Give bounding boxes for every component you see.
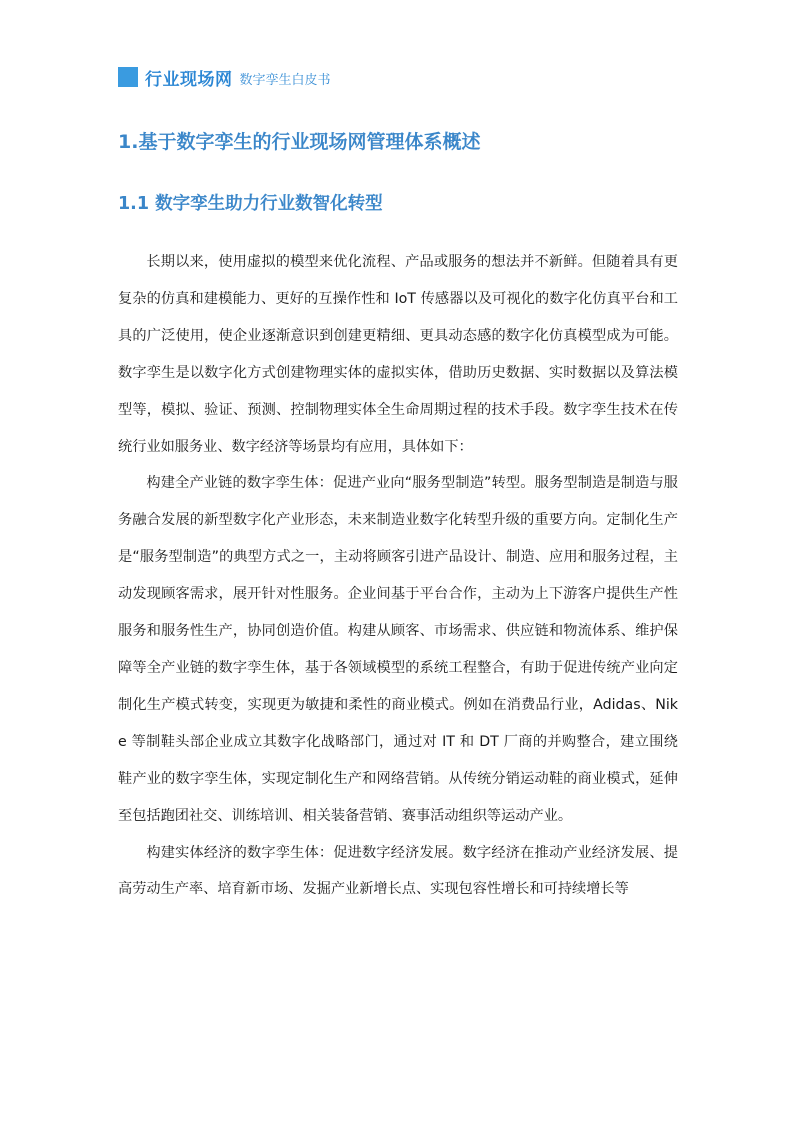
page-header: [118, 66, 331, 88]
subsection-title: 1.1 数字孪生助力行业数智化转型: [118, 194, 383, 214]
paragraph-intro: 长期以来，使用虚拟的模型来优化流程、产品或服务的想法并不新鲜。但随着具有更复杂的仿真和建模能力、更好的互操作性和 IoT 传感器以及可视化的数字化仿真平台和工具的广泛使用，使企业逐渐意识到创建更精细、更具动态感的数字化仿真模型成为可能。数字孪生是以数字化方式创建物理实体的虚拟实体，借助历史数据、实时数据以及算法模型等，模拟、验证、预测、控制物理实体全生命周期过程的技术手段。数字孪生技术在传统行业如服务业、数字经济等场景均有应用，具体如下：: [118, 254, 678, 455]
document-subtitle: 数字孪生白皮书: [239, 72, 331, 88]
brand-name: 行业现场网: [145, 69, 233, 90]
body-text: [118, 244, 678, 908]
paragraph-real-economy: 构建实体经济的数字孪生体：促进数字经济发展。数字经济在推动产业经济发展、提高劳动生产率、培育新市场、发掘产业新增长点、实现包容性增长和可持续增长等: [118, 844, 678, 898]
brand-logo-square: [118, 67, 138, 87]
paragraph-full-industry-chain: 构建全产业链的数字孪生体：促进产业向“服务型制造”转型。服务型制造是制造与服务融合发展的新型数字化产业形态，未来制造业数字化转型升级的重要方向。定制化生产是“服务型制造”的典型方式之一，主动将顾客引进产品设计、制造、应用和服务过程，主动发现顾客需求，展开针对性服务。企业间基于平台合作，主动为上下游客户提供生产性服务和服务性生产，协同创造价值。构建从顾客、市场需求、供应链和物流体系、维护保障等全产业链的数字孪生体，基于各领域模型的系统工程整合，有助于促进传统产业向定制化生产模式转变，实现更为敏捷和柔性的商业模式。例如在消费品行业，Adidas、Nike 等制鞋头部企业成立其数字化战略部门，通过对 IT 和 DT 厂商的并购整合，建立围绕鞋产业的数字孪生体，实现定制化生产和网络营销。从传统分销运动鞋的商业模式，延伸至包括跑团社交、训练培训、相关装备营销、赛事活动组织等运动产业。: [118, 475, 678, 824]
section-title: 1.基于数字孪生的行业现场网管理体系概述: [118, 131, 481, 153]
